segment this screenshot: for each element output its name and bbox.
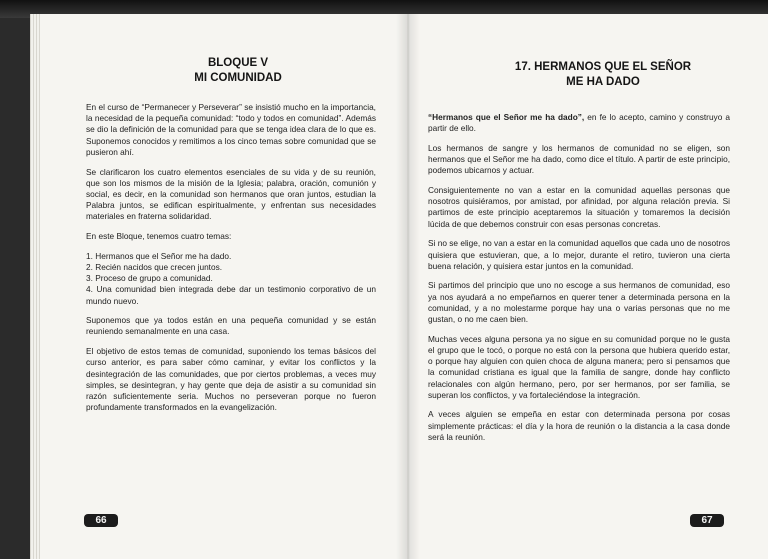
right-paragraph-6: A veces alguien se empeña en estar con determinada persona por cosas simplemente prácticas: el día y la hora de reunión o la distancia a la casa donde será la reunión. <box>428 409 730 442</box>
list-item: 4. Una comunidad bien integrada debe dar un testimonio corporativo de un mundo nuevo. <box>86 284 376 306</box>
right-body <box>428 112 730 452</box>
book-gutter <box>396 14 420 559</box>
left-paragraph-1: En el curso de “Permanecer y Perseverar” se insistió mucho en la importancia, la necesidad de la pequeña comunidad: “todo y todos en comunidad”. Además se dio la definición de la comunidad para que se tenga idea clara de lo que es. Suponemos conocidos y remitimos a los cinco temas sobre comunidad que se pusieron ahí. <box>86 102 376 157</box>
left-paragraph-5: El objetivo de estos temas de comunidad, suponiendo los temas básicos del curso anterior, es para saber cómo caminar, y evitar los conflictos y la desintegración de las comunidades, que por ciertos problemas, a veces muy simples, se desintegran, y hay gente que deja de asistir a su comunidad sin razón suficientemente seria. Muchos no perseveran porque no fueron profundamente transformados en la evangelización. <box>86 346 376 413</box>
left-paragraph-3: En este Bloque, tenemos cuatro temas: <box>86 231 232 242</box>
right-paragraph-4: Si partimos del principio que uno no escoge a sus hermanos de comunidad, eso ya nos ayudará a no empeñarnos en querer tener a determinada persona en la comunidad, y a no molestarme porque hay una o varias personas que no me gustan, o no me caen bien. <box>428 280 730 325</box>
page-number-left: 66 <box>84 514 118 527</box>
list-item: 2. Recién nacidos que crecen juntos. <box>86 261 223 272</box>
right-heading <box>478 60 728 90</box>
left-heading <box>128 56 348 86</box>
right-heading-line2: ME HA DADO <box>566 76 640 88</box>
left-heading-line1: BLOQUE V <box>207 57 269 69</box>
lead-bold-text: “Hermanos que el Señor me ha dado”, <box>428 112 585 122</box>
topics-list <box>86 251 376 307</box>
lead-rest-text: en fe lo acepto, camino y construyo a partir de ello. <box>428 112 730 134</box>
left-paragraph-2: Se clarificaron los cuatro elementos esenciales de su vida y de su reunión, que son los mismos de la misión de la Iglesia; palabra, oración, comunión y social, es decir, en la comunidad son hermanos que oran juntos, estudian la Palabra juntos, se edifican espiritualmente, y enfrentan sus necesidades materiales en fraterna solidaridad. <box>86 166 376 222</box>
right-paragraph-1: Los hermanos de sangre y los hermanos de comunidad no se eligen, son hermanos que el Señor me ha dado, como dice el título. A partir de este principio, podemos ubicarnos y actuar. <box>428 142 730 176</box>
list-item: 3. Proceso de grupo a comunidad. <box>86 273 213 284</box>
page-number-right: 67 <box>690 514 724 527</box>
right-lead-paragraph <box>428 112 730 134</box>
right-paragraph-5: Muchas veces alguna persona ya no sigue en su comunidad porque no le gusta el grupo que le tocó, o porque no está con la persona que hubiera querido estar, o porque hay alguien con quien choca de alguna manera; pero si pensamos que la comunidad cristiana es igual que la familia de sangre, donde hay conflicto relacionales con algún hermano, pero, por ser hermanos, por ser familia, se superan los conflictos, y va fortaleciéndose la integración. <box>428 333 730 400</box>
right-paragraph-3: Si no se elige, no van a estar en la comunidad aquellos que cada uno de nosotros quisiera que estuvieran, que, a lo mejor, durante el retiro, tuvieron una cierta buena relación, y quisiera estar juntos en la comunidad. <box>428 238 730 271</box>
left-page <box>36 14 408 559</box>
right-paragraph-2: Consiguientemente no van a estar en la comunidad aquellas personas que nosotros quisiéramos, por amistad, por afinidad, por alguna relación previa. Si partimos de este principio aceptaremos la situación y tomaremos la decisión lúcida de que debemos construir con esas personas concretas. <box>428 185 730 229</box>
right-page <box>408 14 768 559</box>
left-paragraph-4: Suponemos que ya todos están en una pequeña comunidad y se están reuniendo semanalmente en una casa. <box>86 315 376 337</box>
list-item: 1. Hermanos que el Señor me ha dado. <box>86 250 232 261</box>
page-edges <box>30 14 40 559</box>
right-heading-line1: 17. HERMANOS QUE EL SEÑOR <box>514 61 692 73</box>
left-body <box>86 102 376 422</box>
left-heading-line2: MI COMUNIDAD <box>194 72 282 84</box>
